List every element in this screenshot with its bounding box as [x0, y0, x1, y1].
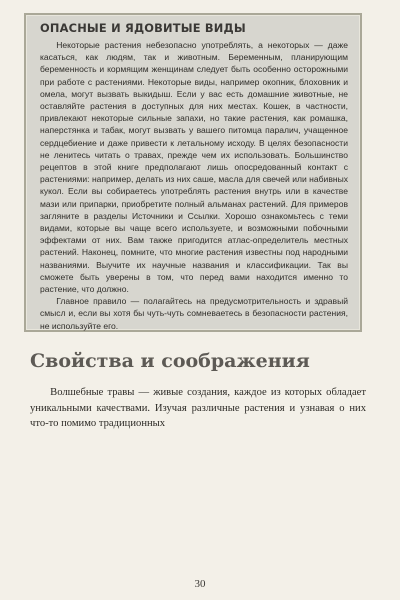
section-heading: Свойства и соображения — [30, 350, 310, 372]
sidebar-paragraph: Некоторые растения небезопасно употреблять, а некоторых — даже касаться, как людям, так и животным. Беременным, планирующим беременность и кормящим женщинам следует быть особенно осторожными при работе с растениями. Некоторые виды, например окопник, блоховник и омела, могут вызвать выкидыш. Если у вас есть домашние животные, не оставляйте растения в доступных для них местах. Кошек, в частности, привлекают некоторые сильные запахи, но такие растения, как ромашка, наперстянка и табак, могут вызвать у вашего питомца паралич, учащенное сердцебиение и даже привести к летальному исходу. В целях безопасности не ленитесь читать о травах, прежде чем их использовать. Большинство рецептов в этой книге предполагают лишь опосредованный контакт с растениями: например, делать из них саше, масла для свечей или набивных кукол. Если вы собираетесь употреблять растения внутрь или в качестве мази или припарки, приобретите полный альманах растений. Для примеров загляните в разделы Источники и Ссылки. Хорошо ознакомьтесь с теми видами, которые вы чаще всего используете, и возможными побочными эффектами от них. Вам также пригодится атлас-определитель местных растений. Наконец, помните, что многие растения известны под народными названиями. Выучите их научные названия и классификации. Так вы сможете быть уверены в том, что перед вами находится именно то растение, что должно. — [40, 40, 348, 295]
body-paragraph: Волшебные травы — живые создания, каждое из которых обладает уникальными качествами. Изучая различные растения и узнавая о них что-то помимо традиционных — [30, 387, 366, 430]
page-number: 30 — [194, 578, 206, 590]
sidebar-title: ОПАСНЫЕ И ЯДОВИТЫЕ ВИДЫ — [40, 21, 246, 35]
warning-sidebar — [24, 13, 362, 332]
sidebar-paragraph: Главное правило — полагайтесь на предусмотрительность и здравый смысл и, если вы хотя бы чуть-чуть сомневаетесь в безопасности растения, не используйте его. — [40, 296, 348, 331]
